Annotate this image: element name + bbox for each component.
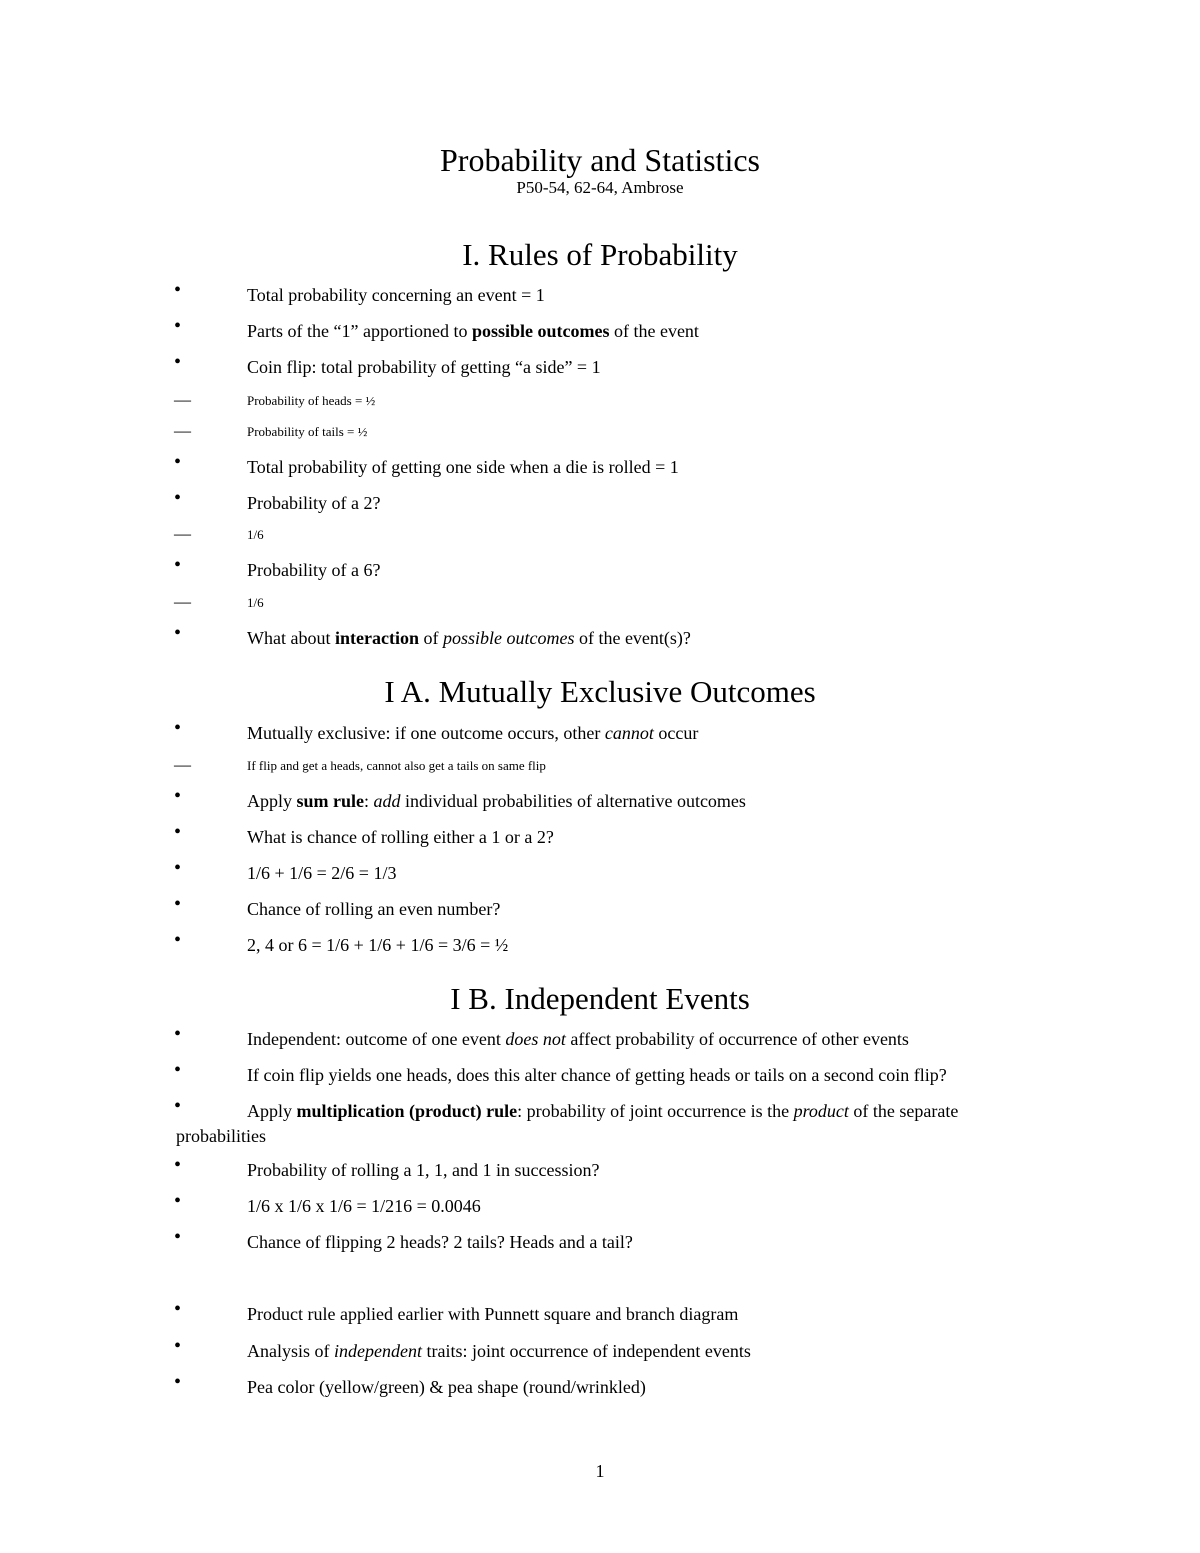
list-item: Parts of the “1” apportioned to possible outcomes of the event: [247, 321, 699, 341]
list-item: Apply multiplication (product) rule: probability of joint occurrence is the product of the separate: [247, 1101, 959, 1121]
dash-icon: —: [174, 755, 191, 774]
list-item: What is chance of rolling either a 1 or a 2?: [247, 827, 554, 847]
list-item-continuation: probabilities: [176, 1126, 266, 1146]
bullet-icon: •: [174, 1371, 182, 1393]
list-item: Chance of rolling an even number?: [247, 899, 501, 919]
sub-list-item: 1/6: [247, 527, 264, 542]
bullet-icon: •: [174, 821, 182, 843]
list-item: Probability of rolling a 1, 1, and 1 in succession?: [247, 1160, 600, 1180]
bullet-icon: •: [174, 1226, 182, 1248]
sub-list-item: If flip and get a heads, cannot also get a tails on same flip: [247, 758, 546, 773]
sub-list-item: Probability of tails = ½: [247, 424, 368, 439]
list-item: Chance of flipping 2 heads? 2 tails? Heads and a tail?: [247, 1232, 633, 1252]
list-item: What about interaction of possible outcomes of the event(s)?: [247, 628, 691, 648]
sub-list-item: 1/6: [247, 595, 264, 610]
bullet-icon: •: [174, 1154, 182, 1176]
bullet-icon: •: [174, 1059, 182, 1081]
bullet-icon: •: [174, 487, 182, 509]
list-item: Pea color (yellow/green) & pea shape (round/wrinkled): [247, 1377, 646, 1397]
list-item: Product rule applied earlier with Punnett square and branch diagram: [247, 1304, 739, 1324]
bullet-icon: •: [174, 857, 182, 879]
page-number: 1: [595, 1461, 605, 1481]
list-item: Coin flip: total probability of getting “a side” = 1: [247, 357, 601, 377]
list-item: Analysis of independent traits: joint occurrence of independent events: [247, 1341, 751, 1361]
list-item: 2, 4 or 6 = 1/6 + 1/6 + 1/6 = 3/6 = ½: [247, 935, 509, 955]
bullet-icon: •: [174, 1023, 182, 1045]
bullet-icon: •: [174, 1335, 182, 1357]
bullet-icon: •: [174, 351, 182, 373]
section-heading-rules: I. Rules of Probability: [462, 237, 738, 272]
bullet-icon: •: [174, 451, 182, 473]
bullet-icon: •: [174, 622, 182, 644]
bullet-icon: •: [174, 717, 182, 739]
list-item: 1/6 x 1/6 x 1/6 = 1/216 = 0.0046: [247, 1196, 481, 1216]
dash-icon: —: [174, 524, 191, 543]
bullet-icon: •: [174, 315, 182, 337]
list-item: Probability of a 2?: [247, 493, 381, 513]
sub-list-item: Probability of heads = ½: [247, 393, 376, 408]
list-item: If coin flip yields one heads, does this alter chance of getting heads or tails on a second coin flip?: [247, 1065, 947, 1085]
list-item: Mutually exclusive: if one outcome occurs, other cannot occur: [247, 723, 699, 743]
section-heading-independent-events: I B. Independent Events: [450, 981, 750, 1016]
dash-icon: —: [174, 421, 191, 440]
bullet-icon: •: [174, 929, 182, 951]
dash-icon: —: [174, 592, 191, 611]
document-subtitle: P50-54, 62-64, Ambrose: [516, 178, 684, 197]
list-item: Probability of a 6?: [247, 560, 381, 580]
bullet-icon: •: [174, 279, 182, 301]
list-item: Apply sum rule: add individual probabilities of alternative outcomes: [247, 791, 746, 811]
dash-icon: —: [174, 390, 191, 409]
section-heading-mutually-exclusive: I A. Mutually Exclusive Outcomes: [384, 674, 816, 709]
bullet-icon: •: [174, 785, 182, 807]
bullet-icon: •: [174, 554, 182, 576]
list-item: 1/6 + 1/6 = 2/6 = 1/3: [247, 863, 397, 883]
list-item: Total probability concerning an event = 1: [247, 285, 545, 305]
bullet-icon: •: [174, 893, 182, 915]
bullet-icon: •: [174, 1298, 182, 1320]
list-item: Total probability of getting one side when a die is rolled = 1: [247, 457, 679, 477]
bullet-icon: •: [174, 1190, 182, 1212]
document-title: Probability and Statistics: [440, 142, 760, 178]
list-item: Independent: outcome of one event does not affect probability of occurrence of other events: [247, 1029, 909, 1049]
bullet-icon: •: [174, 1095, 182, 1117]
